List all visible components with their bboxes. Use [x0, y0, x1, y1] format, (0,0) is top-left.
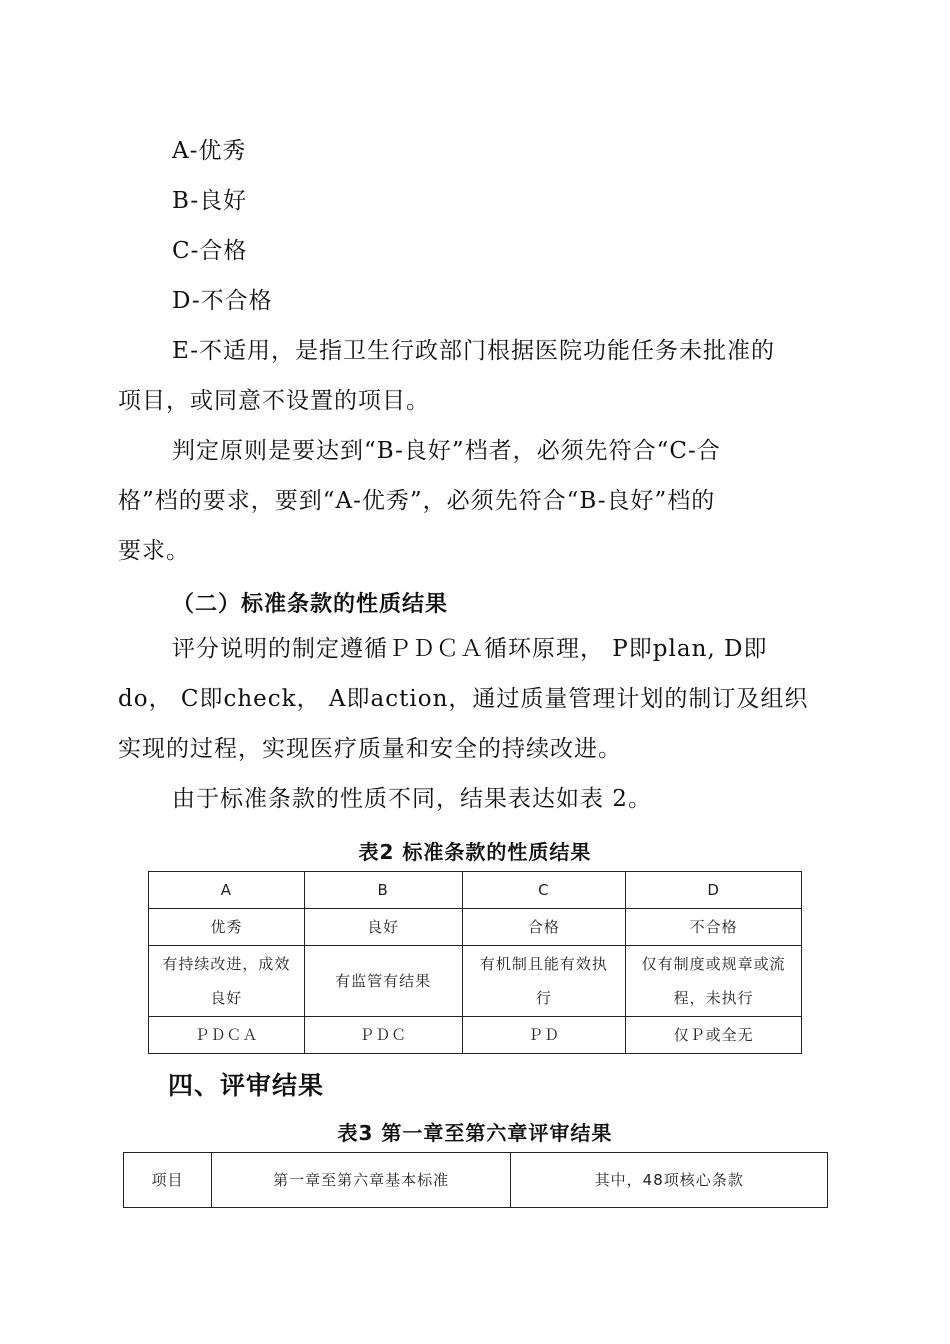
table-row — [149, 909, 802, 946]
principle-line1: 判定原则是要达到“B-良好”档者，必须先符合“C-合 — [172, 438, 721, 464]
grade-a: A-优秀 — [172, 138, 247, 164]
pdca-paragraph-line1: 评分说明的制定遵循ＰＤＣＡ循环原理， P即plan, D即 — [172, 636, 768, 662]
table-cell: 仅Ｐ或全无 — [626, 1017, 802, 1054]
table-cell: 优秀 — [149, 909, 305, 946]
grade-c: C-合格 — [172, 238, 248, 264]
grade-e-line2: 项目，或同意不设置的项目。 — [118, 388, 430, 414]
grade-b: B-良好 — [172, 188, 248, 214]
table-cell — [304, 946, 462, 1017]
table2-caption: 表2 标准条款的性质结果 — [358, 840, 592, 864]
section-heading-4: 四、评审结果 — [168, 1071, 325, 1100]
table-cell: 合格 — [462, 909, 626, 946]
table-cell: 良好 — [304, 909, 462, 946]
cell-line: 仅有制度或规章或流 — [641, 955, 786, 973]
cell-line: 程，未执行 — [673, 989, 754, 1007]
cell-line: 良好 — [210, 989, 243, 1007]
table-cell: ＰＤＣ — [304, 1017, 462, 1054]
principle-line2: 格”档的要求，要到“A-优秀”，必须先符合“B-良好”档的 — [118, 488, 716, 514]
table-cell — [626, 946, 802, 1017]
grade-e-line1: E-不适用，是指卫生行政部门根据医院功能任务未批准的 — [172, 338, 775, 364]
cell-line: 行 — [535, 989, 552, 1007]
table-header-cell: 第一章至第六章基本标准 — [211, 1153, 511, 1208]
table-row — [149, 1017, 802, 1054]
table3-caption: 表3 第一章至第六章评审结果 — [337, 1121, 613, 1145]
table-header-cell: A — [149, 872, 305, 909]
table-cell: ＰＤＣＡ — [149, 1017, 305, 1054]
pdca-paragraph-line2: do， C即check， A即action，通过质量管理计划的制订及组织 — [118, 686, 809, 712]
table-row — [149, 872, 802, 909]
cell-line: 有机制且能有效执 — [479, 955, 608, 973]
table3 — [123, 1152, 828, 1208]
principle-line3: 要求。 — [118, 538, 190, 564]
grade-d: D-不合格 — [172, 288, 273, 314]
table-cell: 不合格 — [626, 909, 802, 946]
table-header-cell: B — [304, 872, 462, 909]
table-header-cell: 其中，48项核心条款 — [511, 1153, 828, 1208]
table-cell — [462, 946, 626, 1017]
table-header-cell: 项目 — [124, 1153, 212, 1208]
table-header-cell: C — [462, 872, 626, 909]
pdca-paragraph-line3: 实现的过程，实现医疗质量和安全的持续改进。 — [118, 736, 622, 762]
table-intro-paragraph: 由于标准条款的性质不同，结果表达如表 2。 — [172, 786, 652, 812]
table-row — [124, 1153, 828, 1208]
cell-line: 有持续改进，成效 — [162, 955, 291, 973]
section-heading-2: （二）标准条款的性质结果 — [172, 592, 449, 617]
cell-line: 有监管有结果 — [335, 972, 432, 990]
table-cell: ＰＤ — [462, 1017, 626, 1054]
table2 — [148, 871, 802, 1054]
table-cell — [149, 946, 305, 1017]
table-header-cell: D — [626, 872, 802, 909]
table-row — [149, 946, 802, 1017]
